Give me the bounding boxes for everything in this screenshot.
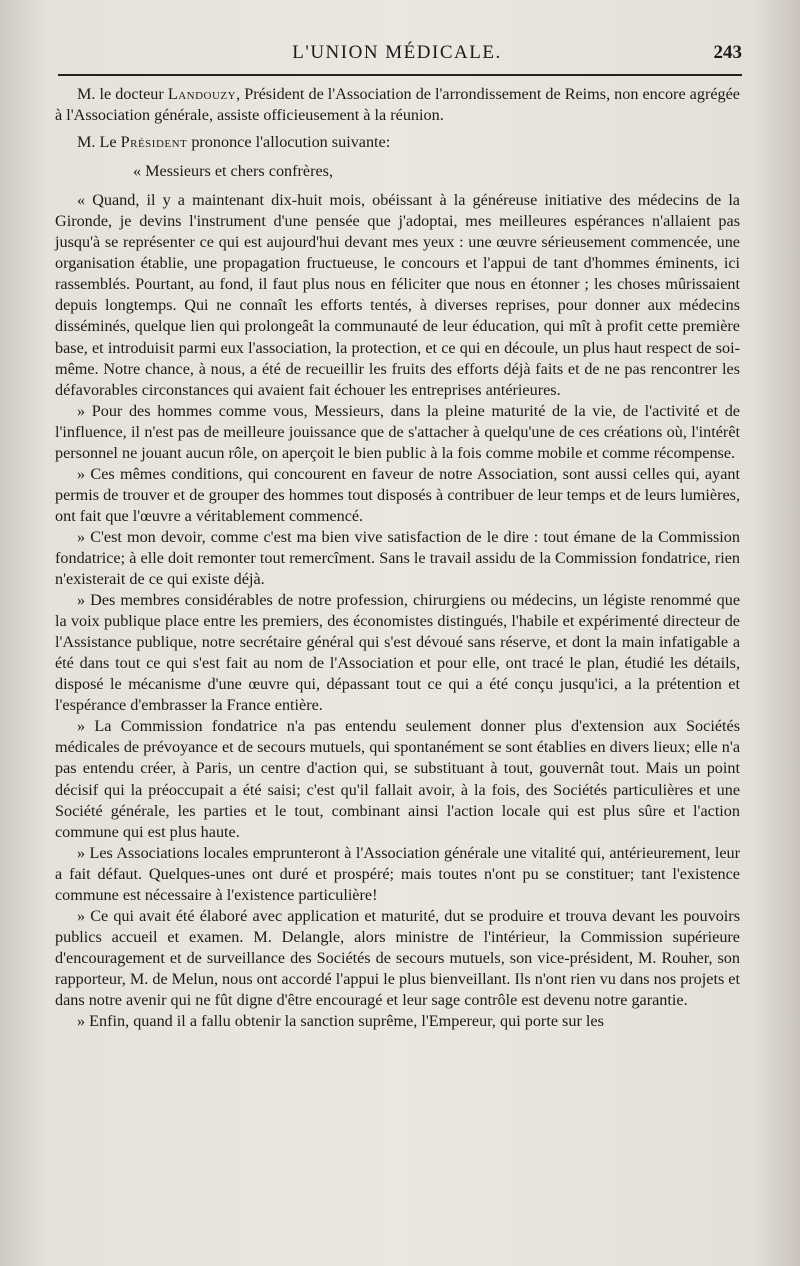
paragraph: » Pour des hommes comme vous, Messieurs, dans la pleine maturité de la vie, de l'activité et de l'influence, il n'est pas de meilleure jouissance que de s'attacher à quelqu'une de ces créations où, l'intérêt personnel ne jouant aucun rôle, on aperçoit le bien public à la fois comme mobile et comme récompense. [55,401,740,462]
paragraph: » Ces mêmes conditions, qui concourent en faveur de notre Association, sont aussi celles qui, ayant permis de trouver et de grouper des hommes tout disposés à contribuer de leur temps et de leurs lumières, ont fait que l'œuvre a véritablement commencé. [55,464,740,525]
paragraph: » La Commission fondatrice n'a pas entendu seulement donner plus d'extension aux Sociétés médicales de prévoyance et de secours mutuels, qui spontanément se sont établies en divers lieux; elle n'a pas entendu créer, à Paris, un centre d'action qui, se substituant à tout, gouvernât tout. Mais un point décisif qui la préoccupait a été saisi; c'est qu'il fallait avoir, à la fois, des Sociétés particulières et une Société générale, les parties et le tout, combinant ainsi l'action locale qui est plus sûre et l'action commune qui est plus haute. [55,717,740,841]
body-text [55,84,740,1032]
salutation: « Messieurs et chers confrères, [133,162,334,181]
paragraph-president [55,132,740,153]
paragraph: » Enfin, quand il a fallu obtenir la sanction suprême, l'Empereur, qui porte sur les [77,1012,604,1031]
running-title: L'UNION MÉDICALE. [292,42,502,63]
paragraph-suffix: , Président de l'Association de l'arrondissement de Reims, non encore agrégée à l'Association générale, assiste officieusement à la réunion. [55,85,740,125]
paragraph: » Ce qui avait été élaboré avec application et maturité, dut se produire et trouva devant les pouvoirs publics accueil et examen. M. Delangle, alors ministre de l'intérieur, la Commission supérieure d'encouragement et de surveillance des Sociétés de secours mutuels, son vice-président, M. Rouher, son rapporteur, M. de Melun, nous ont accordé l'appui le plus bienveillant. Ils n'ont rien vu dans nos projets et dans notre avenir qui ne fût digne d'être encouragé et leur sage contrôle est devenu notre garantie. [55,906,740,1009]
paragraph: » Des membres considérables de notre profession, chirurgiens ou médecins, un légiste renommé que la voix publique place entre les premiers, des économistes distingués, l'habile et expérimenté directeur de l'Assistance publique, notre secrétaire général qui s'est dévoué sans réserve, et dont la main infatigable a été dans tout ce qui s'est fait au nom de l'Association et pour elle, ont tracé le plan, étudié les détails, disposé le mécanisme d'une œuvre qui, dépassant tout ce qui a été conçu jusqu'ici, a la prétention et l'espérance d'embrasser la France entière. [55,591,740,715]
paragraph-landouzy [55,84,740,126]
paragraph: « Quand, il y a maintenant dix-huit mois, obéissant à la généreuse initiative des médecins de la Gironde, je devins l'instrument d'une pensée que j'adoptai, mes meilleures espérances n'allaient pas jusqu'à se représenter ce qui est aujourd'hui devant mes yeux : une œuvre sérieusement commencée, une organisation établie, une propagation fructueuse, le concours et l'appui de tant d'hommes éminents, ici rassemblés. Pourtant, au fond, il faut plus nous en féliciter que nous en étonner ; les choses mûrissaient depuis longtemps. Qui ne connaît les efforts tentés, à diverses reprises, pour donner aux médecins disséminés, quelque lien qui prolongeât la communauté de leur éducation, qui mît à profit cette première base, et introduisit parmi eux l'association, la protection, et ce qui en découle, un plus haut respect de soi-même. Notre chance, à nous, a été de recueillir les fruits des efforts déjà faits et de ne pas rencontrer les défavorables circonstances qui avaient fait échouer les entreprises antérieures. [55,191,740,399]
paragraph-prefix: M. le docteur [77,85,168,103]
person-name: Landouzy [167,85,237,103]
page-header [52,36,742,70]
paragraph-suffix: prononce l'allocution suivante: [187,133,391,152]
paragraph-prefix: M. Le [77,133,121,152]
page-number: 243 [713,42,742,63]
person-title: Président [120,133,188,152]
paragraph: » Les Associations locales emprunteront à l'Association générale une vitalité qui, antérieurement, leur a fait défaut. Quelques-unes ont duré et prospéré; mais toutes n'ont pu se constituer; tant l'existence commune est nécessaire à l'existence particulière! [55,843,740,904]
paragraph: » C'est mon devoir, comme c'est ma bien vive satisfaction de le dire : tout émane de la Commission fondatrice; à elle doit remonter tout remercîment. Sans le travail assidu de la Commission fondatrice, rien n'existerait de ce qui existe déjà. [55,527,740,589]
header-rule [58,74,742,76]
